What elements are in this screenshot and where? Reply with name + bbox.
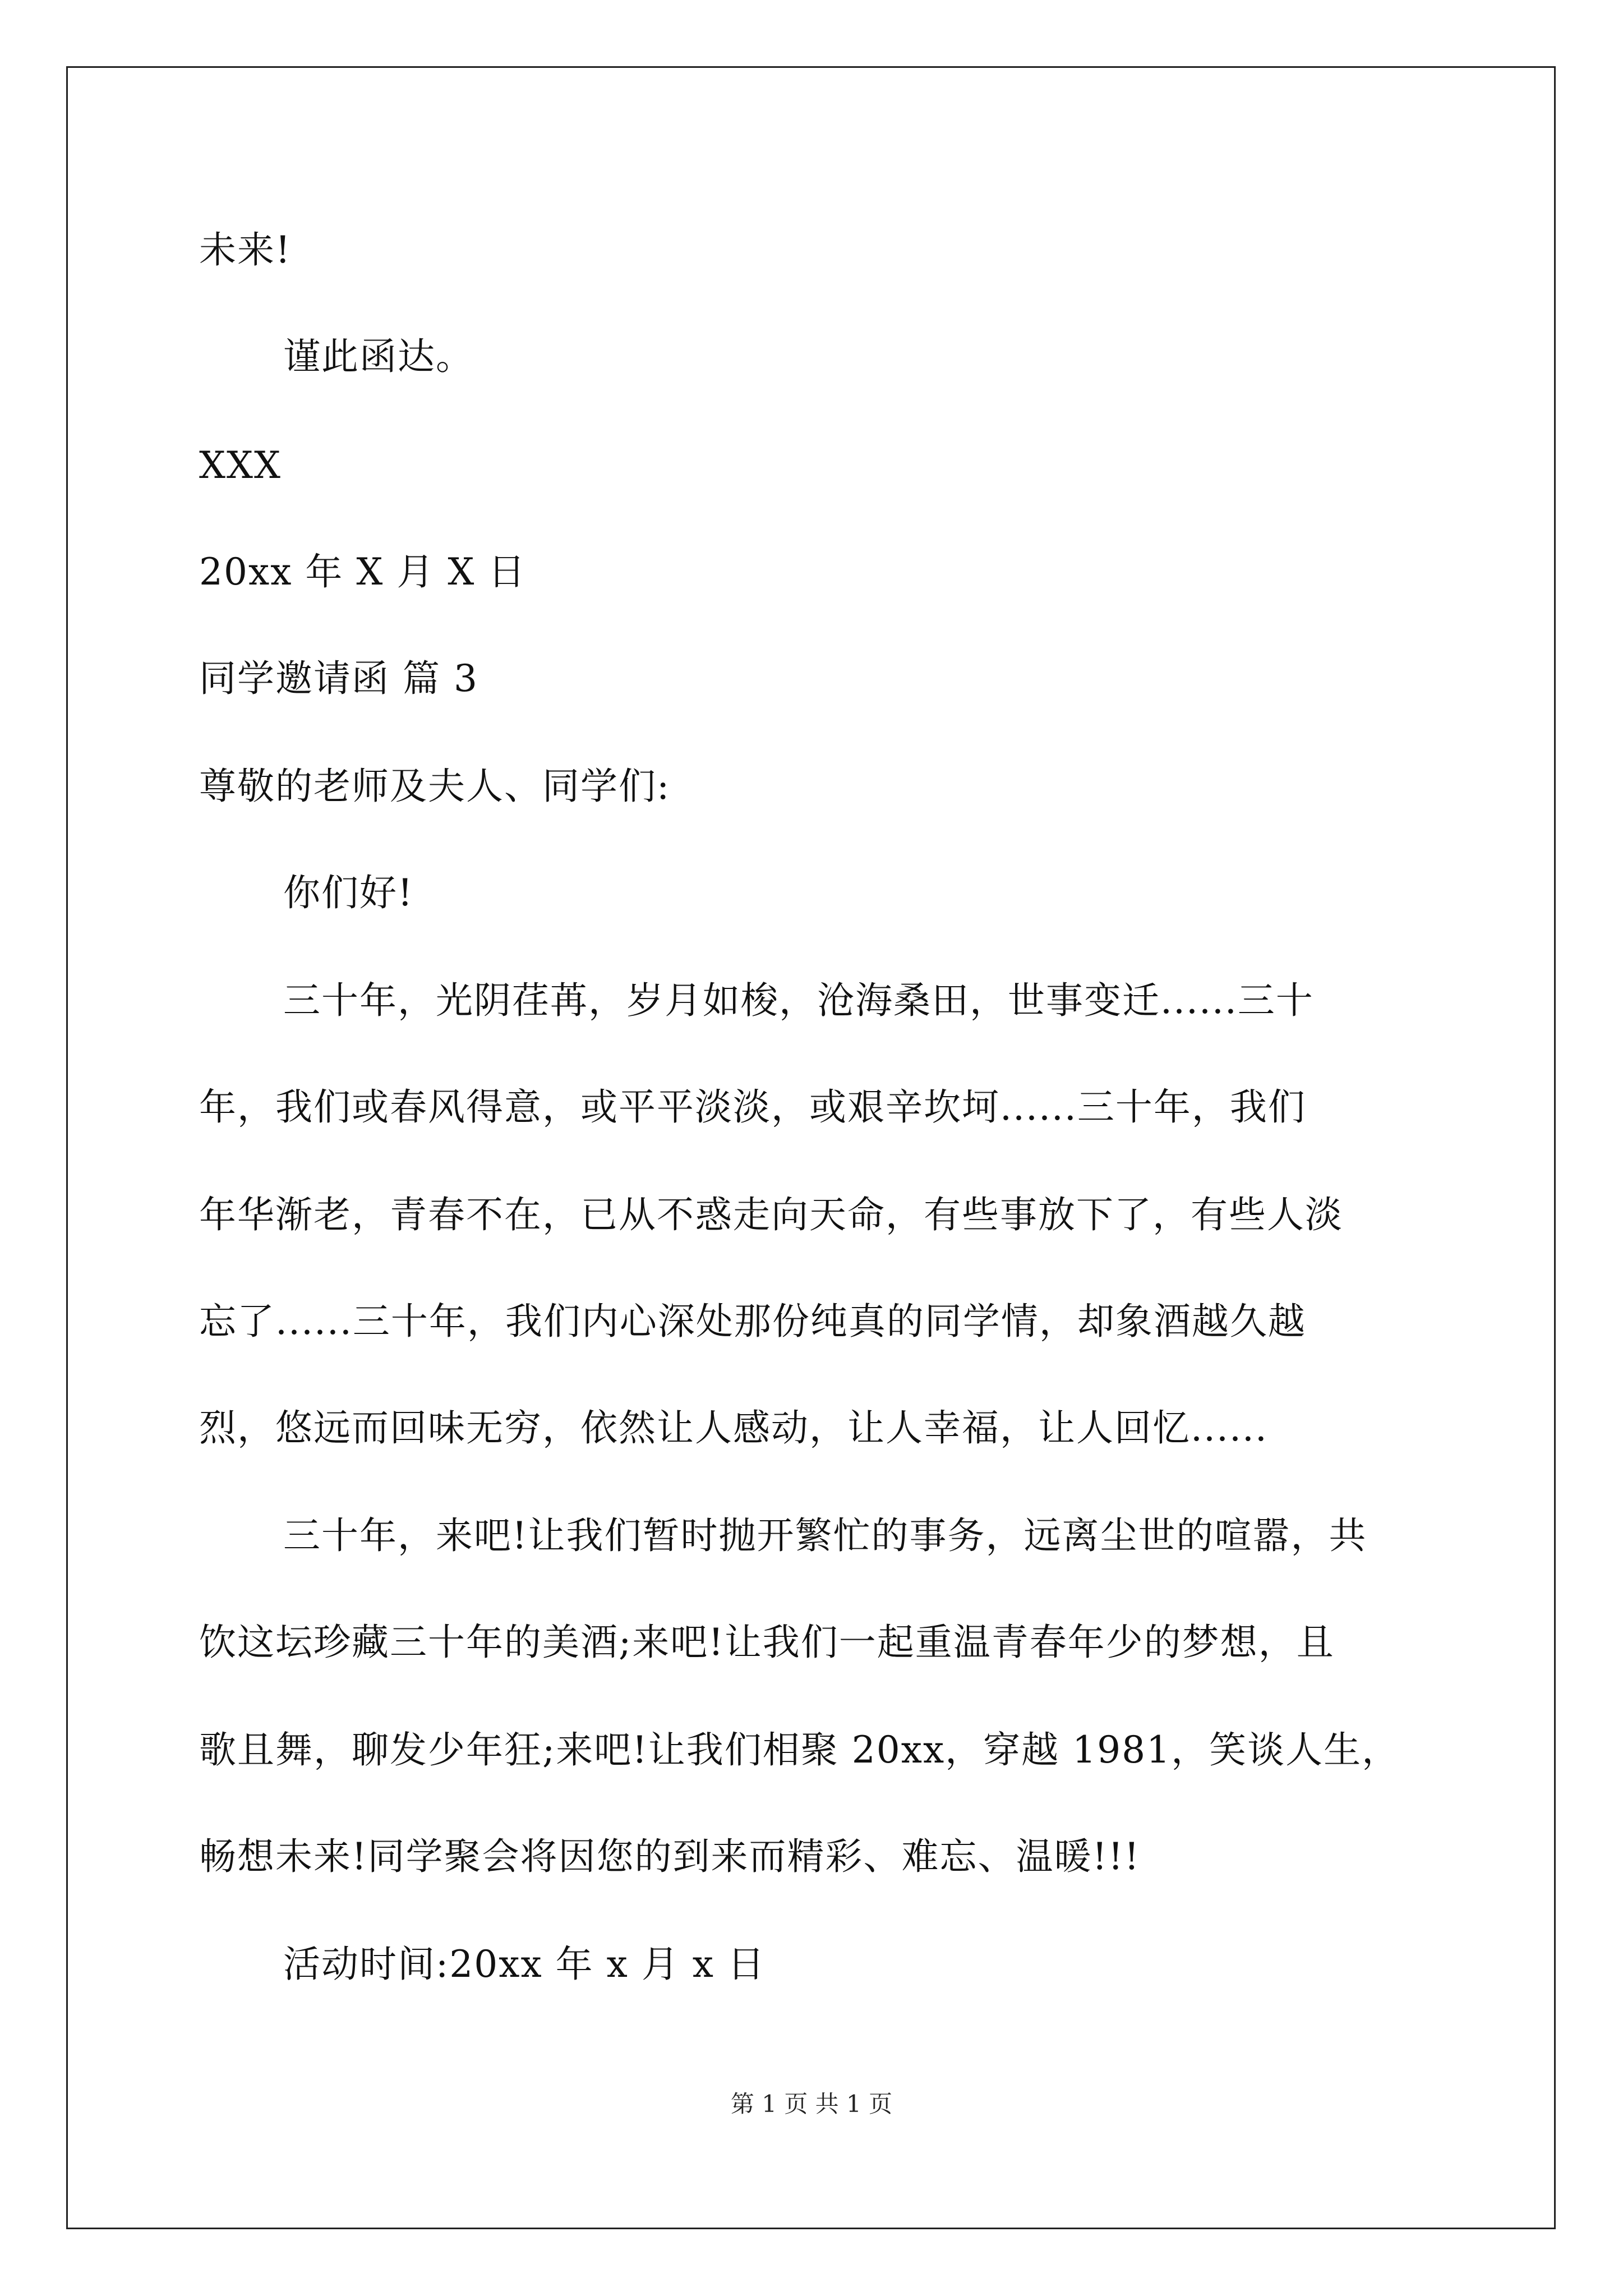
page-border xyxy=(66,66,1556,2229)
text-line: 年，我们或春风得意，或平平淡淡，或艰辛坎坷......三十年，我们 xyxy=(199,1085,1306,1129)
text-line: 饮这坛珍藏三十年的美酒;来吧!让我们一起重温青春年少的梦想，且 xyxy=(199,1621,1335,1664)
text-line: 年华渐老，青春不在，已从不惑走向天命，有些事放下了，有些人淡 xyxy=(199,1193,1343,1236)
event-time: 活动时间:20xx 年 x 月 x 日 xyxy=(283,1943,766,1986)
page-footer: 第 1 页 共 1 页 xyxy=(730,2090,893,2118)
text-line: 三十年，光阴荏苒，岁月如梭，沧海桑田，世事变迁......三十 xyxy=(283,979,1314,1022)
text-line: 畅想未来!同学聚会将因您的到来而精彩、难忘、温暖!!! xyxy=(199,1835,1141,1878)
greeting: 你们好! xyxy=(283,871,414,914)
text-line: 忘了......三十年，我们内心深处那份纯真的同学情，却象酒越久越 xyxy=(199,1300,1306,1343)
text-line: 歌且舞，聊发少年狂;来吧!让我们相聚 20xx，穿越 1981，笑谈人生， xyxy=(199,1728,1400,1772)
signature-name: XXX xyxy=(199,444,282,487)
text-line: 谨此函达。 xyxy=(283,335,474,378)
text-line: 未来! xyxy=(199,228,292,272)
salutation: 尊敬的老师及夫人、同学们: xyxy=(199,765,671,808)
text-line: 三十年，来吧!让我们暂时抛开繁忙的事务，远离尘世的喧嚣，共 xyxy=(283,1514,1367,1557)
signature-date: 20xx 年 X 月 X 日 xyxy=(199,550,527,593)
text-line: 烈，悠远而回味无穷，依然让人感动，让人幸福，让人回忆...... xyxy=(199,1406,1268,1450)
section-heading: 同学邀请函 篇 3 xyxy=(199,657,478,700)
